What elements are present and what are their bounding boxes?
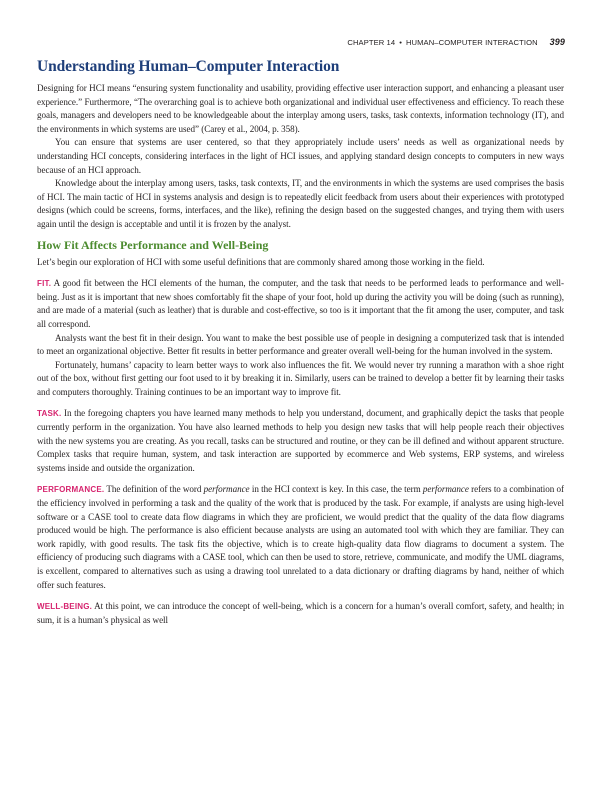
performance-term: PERFORMANCE.	[37, 485, 105, 495]
fit-term: FIT.	[37, 279, 52, 289]
page-number: 399	[549, 37, 565, 47]
body-paragraph: Knowledge about the interplay among users, tasks, task contexts, IT, and the environments in which the systems are used comprises the basis of HCI. The main tactic of HCI in systems analysis and design is to repeatedly elicit feedback from users about their experiences with prototyped designs (which could be screens, forms, interfaces, and the like), refining the design based on the suggested changes, and trying them with users again until the design is acceptable and until it is frozen by the analyst.	[37, 178, 564, 229]
chapter-label: CHAPTER 14	[347, 38, 396, 47]
separator-bullet-icon: •	[399, 38, 402, 47]
performance-text-b: in the HCI context is key. In this case, the term	[251, 484, 421, 495]
task-term: TASK.	[37, 409, 62, 419]
body-paragraph: Fortunately, humans’ capacity to learn better ways to work also influences the fit. We would never try running a marathon with a shoe right out of the box, without first getting our foot used to it by breaking it in. Similarly, users can be trained to develop a better fit by learning their tasks and computers thoroughly. Training continues to be an important way to improve fit.	[37, 359, 564, 397]
wellbeing-text: At this point, we can introduce the concept of well-being, which is a concern for a human’s overall comfort, safety, and health; in sum, it is a human’s physical as well	[37, 601, 564, 625]
intro-paragraph: Let’s begin our exploration of HCI with some useful definitions that are commonly shared among those working in the field.	[37, 256, 485, 267]
body-paragraph: Designing for HCI means “ensuring system functionality and usability, providing effective user interaction support, and enhancing a pleasant user experience.” Furthermore, “The overarching goal is to achieve both organizational and individual user effectiveness and efficiency. To reach these goals, managers and developers need to be knowledgeable about the interplay among users, tasks, task contexts, information technology (IT), and the environments in which systems are used” (Carey et al., 2004, p. 358).	[37, 83, 564, 134]
subsection-heading: How Fit Affects Performance and Well-Being	[37, 237, 269, 252]
chapter-title: HUMAN–COMPUTER INTERACTION	[405, 38, 538, 47]
performance-text-c: refers to a combination of the efficiency involved in performing a task and the quality of the work that is produced by the task. For example, if analysts are using high-level software or a CASE tool to create data flow diagrams in which they are proficient, we would predict that the quality of the data flow diagrams produced would be high. The performance is also efficient because analysts are using an automated tool with which they are familiar. They can work rapidly, with good results. The task fits the objective, which is to create high-quality data flow diagrams to document a system. The efficiency of producing such diagrams with a CASE tool, which can then be used to store, retrieve, communicate, and modify the UML diagrams, is excellent, compared to alternatives such as using a drawing tool unrelated to a data dictionary or drafting diagrams by hand, neither of which offer such features.	[37, 484, 565, 590]
performance-paragraph	[37, 483, 564, 592]
performance-text-a: The definition of the word	[106, 484, 202, 495]
fit-text: A good fit between the HCI elements of the human, the computer, and the task that needs to be performed leads to performance and well-being. Just as it is important that new shoes comfortably fit the shape of your foot, hold up during the activity you will be doing (such as running), and are made of a material (such as leather) that is durable and cost-effective, so too is it important that the fit among the user, computer, and task all correspond.	[37, 278, 564, 329]
performance-emphasis: performance	[422, 484, 469, 495]
page-body	[37, 58, 564, 627]
performance-emphasis: performance	[203, 484, 250, 495]
task-text: In the foregoing chapters you have learned many methods to help you understand, document, and graphically depict the tasks that people currently perform in the organization. You have also learned methods to help you design new tasks that will help people reach their objectives with the new systems you are creating. As you recall, tasks can be structured and routine, or they can be ill defined and without apparent structure. Complex tasks that require human, system, and task interaction are supported by ecommerce and Web systems, ERP systems, and wireless systems inside and outside the organization.	[37, 408, 564, 473]
running-head	[347, 37, 565, 47]
body-paragraph: You can ensure that systems are user centered, so that they appropriately include users’ needs as well as organizational needs by understanding HCI concepts, considering interfaces in the light of HCI issues, and applying standard design concepts to computers in new ways because of an HCI approach.	[37, 137, 564, 175]
wellbeing-term: WELL-BEING.	[37, 602, 93, 612]
section-heading: Understanding Human–Computer Interaction	[37, 58, 340, 75]
body-paragraph: Analysts want the best fit in their design. You want to make the best possible use of people in designing a computerized task that is intended to meet an organizational objective. Better fit results in better performance and greater overall well-being for the human involved in the system.	[37, 332, 564, 357]
fit-paragraph	[37, 277, 564, 331]
wellbeing-paragraph	[37, 600, 564, 627]
task-paragraph	[37, 407, 564, 475]
